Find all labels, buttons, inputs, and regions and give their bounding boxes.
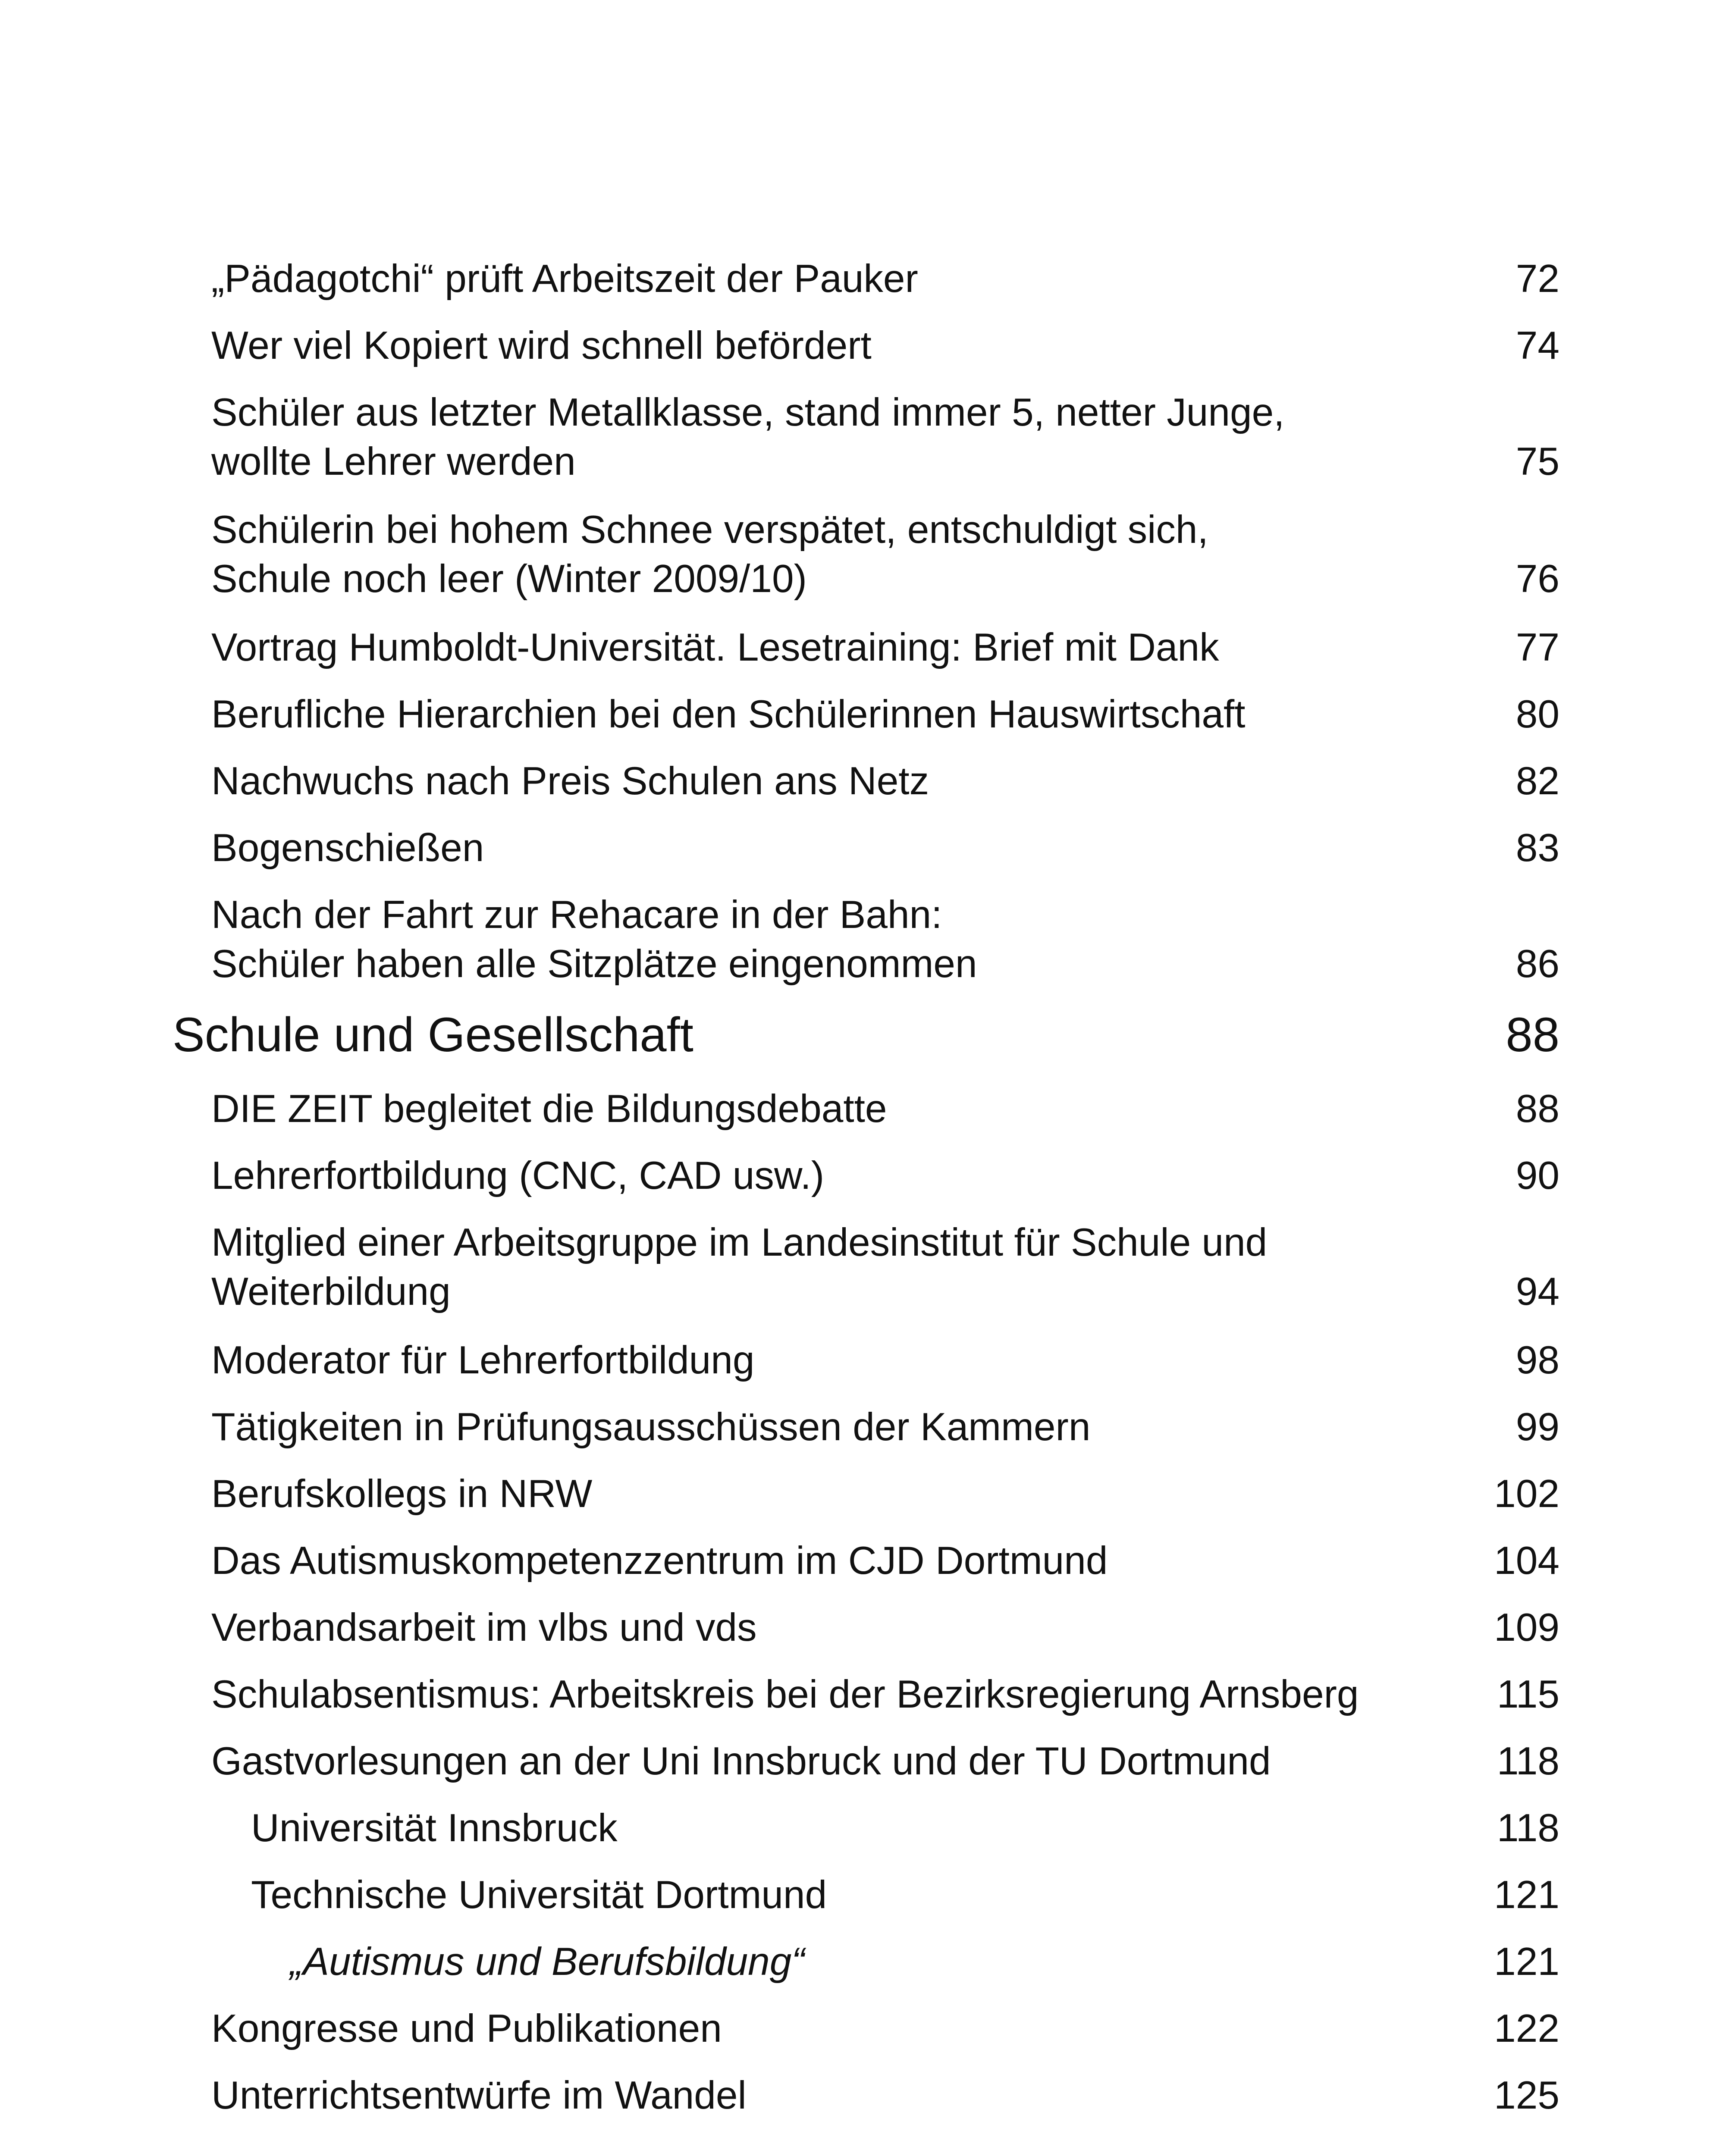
toc-page-number: 118 (1497, 1739, 1559, 1783)
toc-page-number: 72 (1516, 257, 1559, 301)
toc-entry-title: Schülerin bei hohem Schnee verspätet, entschuldigt sich, (211, 508, 1208, 552)
toc-entry-title: Bogenschießen (211, 826, 484, 870)
toc-entry-title: Schüler aus letzter Metallklasse, stand immer 5, netter Junge, (211, 391, 1285, 434)
toc-page-number: 76 (1516, 557, 1559, 601)
toc-entry-title: Verbandsarbeit im vlbs und vds (211, 1606, 757, 1649)
toc-page-number: 121 (1494, 1873, 1559, 1917)
toc-entry-title: Das Autismuskompetenzzentrum im CJD Dortmund (211, 1539, 1108, 1583)
toc-entry-title: DIE ZEIT begleitet die Bildungsdebatte (211, 1087, 887, 1131)
toc-page-number: 75 (1516, 440, 1559, 483)
toc-page-number: 99 (1516, 1405, 1559, 1449)
toc-entry-title: „Pädagotchi“ prüft Arbeitszeit der Pauker (211, 257, 918, 301)
toc-page-number: 118 (1497, 1806, 1559, 1850)
toc-page-number: 88 (1506, 1008, 1559, 1062)
toc-page-number: 86 (1516, 942, 1559, 986)
toc-page-number: 115 (1497, 1673, 1559, 1716)
toc-entry-title: Schüler haben alle Sitzplätze eingenommen (211, 942, 977, 986)
toc-entry-title: Wer viel Kopiert wird schnell befördert (211, 324, 872, 367)
toc-entry-title: Weiterbildung (211, 1270, 451, 1313)
toc-entry-title: Schulabsentismus: Arbeitskreis bei der Bezirksregierung Arnsberg (211, 1673, 1359, 1716)
toc-entry-title: Schule und Gesellschaft (173, 1008, 693, 1062)
toc-page-number: 122 (1494, 2007, 1559, 2050)
toc-entry-title: Technische Universität Dortmund (251, 1873, 827, 1917)
toc-page-number: 90 (1516, 1154, 1559, 1197)
toc-page-number: 80 (1516, 693, 1559, 736)
toc-entry-title: Tätigkeiten in Prüfungsausschüssen der Kammern (211, 1405, 1091, 1449)
toc-page-number: 74 (1516, 324, 1559, 367)
toc-page-number: 102 (1494, 1472, 1559, 1516)
toc-entry-title: Vortrag Humboldt-Universität. Lesetraining: Brief mit Dank (211, 626, 1219, 669)
toc-page-number: 82 (1516, 759, 1559, 803)
toc-page-number: 94 (1516, 1270, 1559, 1313)
toc-page-number: 104 (1494, 1539, 1559, 1583)
toc-page-number: 125 (1494, 2074, 1559, 2117)
toc-page-number: 109 (1494, 1606, 1559, 1649)
toc-entry-title: Nachwuchs nach Preis Schulen ans Netz (211, 759, 929, 803)
toc-entry-title: Nach der Fahrt zur Rehacare in der Bahn: (211, 893, 942, 937)
toc-page-number: 83 (1516, 826, 1559, 870)
toc-entry-title: wollte Lehrer werden (211, 440, 576, 483)
toc-entry-title: Kongresse und Publikationen (211, 2007, 722, 2050)
toc-entry-title: Berufskollegs in NRW (211, 1472, 593, 1516)
toc-entry-title: Berufliche Hierarchien bei den Schülerinnen Hauswirtschaft (211, 693, 1246, 736)
toc-entry-title: Gastvorlesungen an der Uni Innsbruck und der TU Dortmund (211, 1739, 1271, 1783)
toc-page-number: 77 (1516, 626, 1559, 669)
toc-entry-title: Unterrichtsentwürfe im Wandel (211, 2074, 747, 2117)
toc-page-number: 121 (1494, 1940, 1559, 1984)
toc-entry-title: Schule noch leer (Winter 2009/10) (211, 557, 807, 601)
toc-page-number: 88 (1516, 1087, 1559, 1131)
toc-page-number: 98 (1516, 1338, 1559, 1382)
toc-entry-title: Mitglied einer Arbeitsgruppe im Landesinstitut für Schule und (211, 1221, 1268, 1264)
toc-entry-title: Lehrerfortbildung (CNC, CAD usw.) (211, 1154, 825, 1197)
toc-entry-title: Moderator für Lehrerfortbildung (211, 1338, 755, 1382)
toc-entry-title: „Autismus und Berufsbildung“ (290, 1940, 805, 1984)
toc-entry-title: Universität Innsbruck (251, 1806, 618, 1850)
